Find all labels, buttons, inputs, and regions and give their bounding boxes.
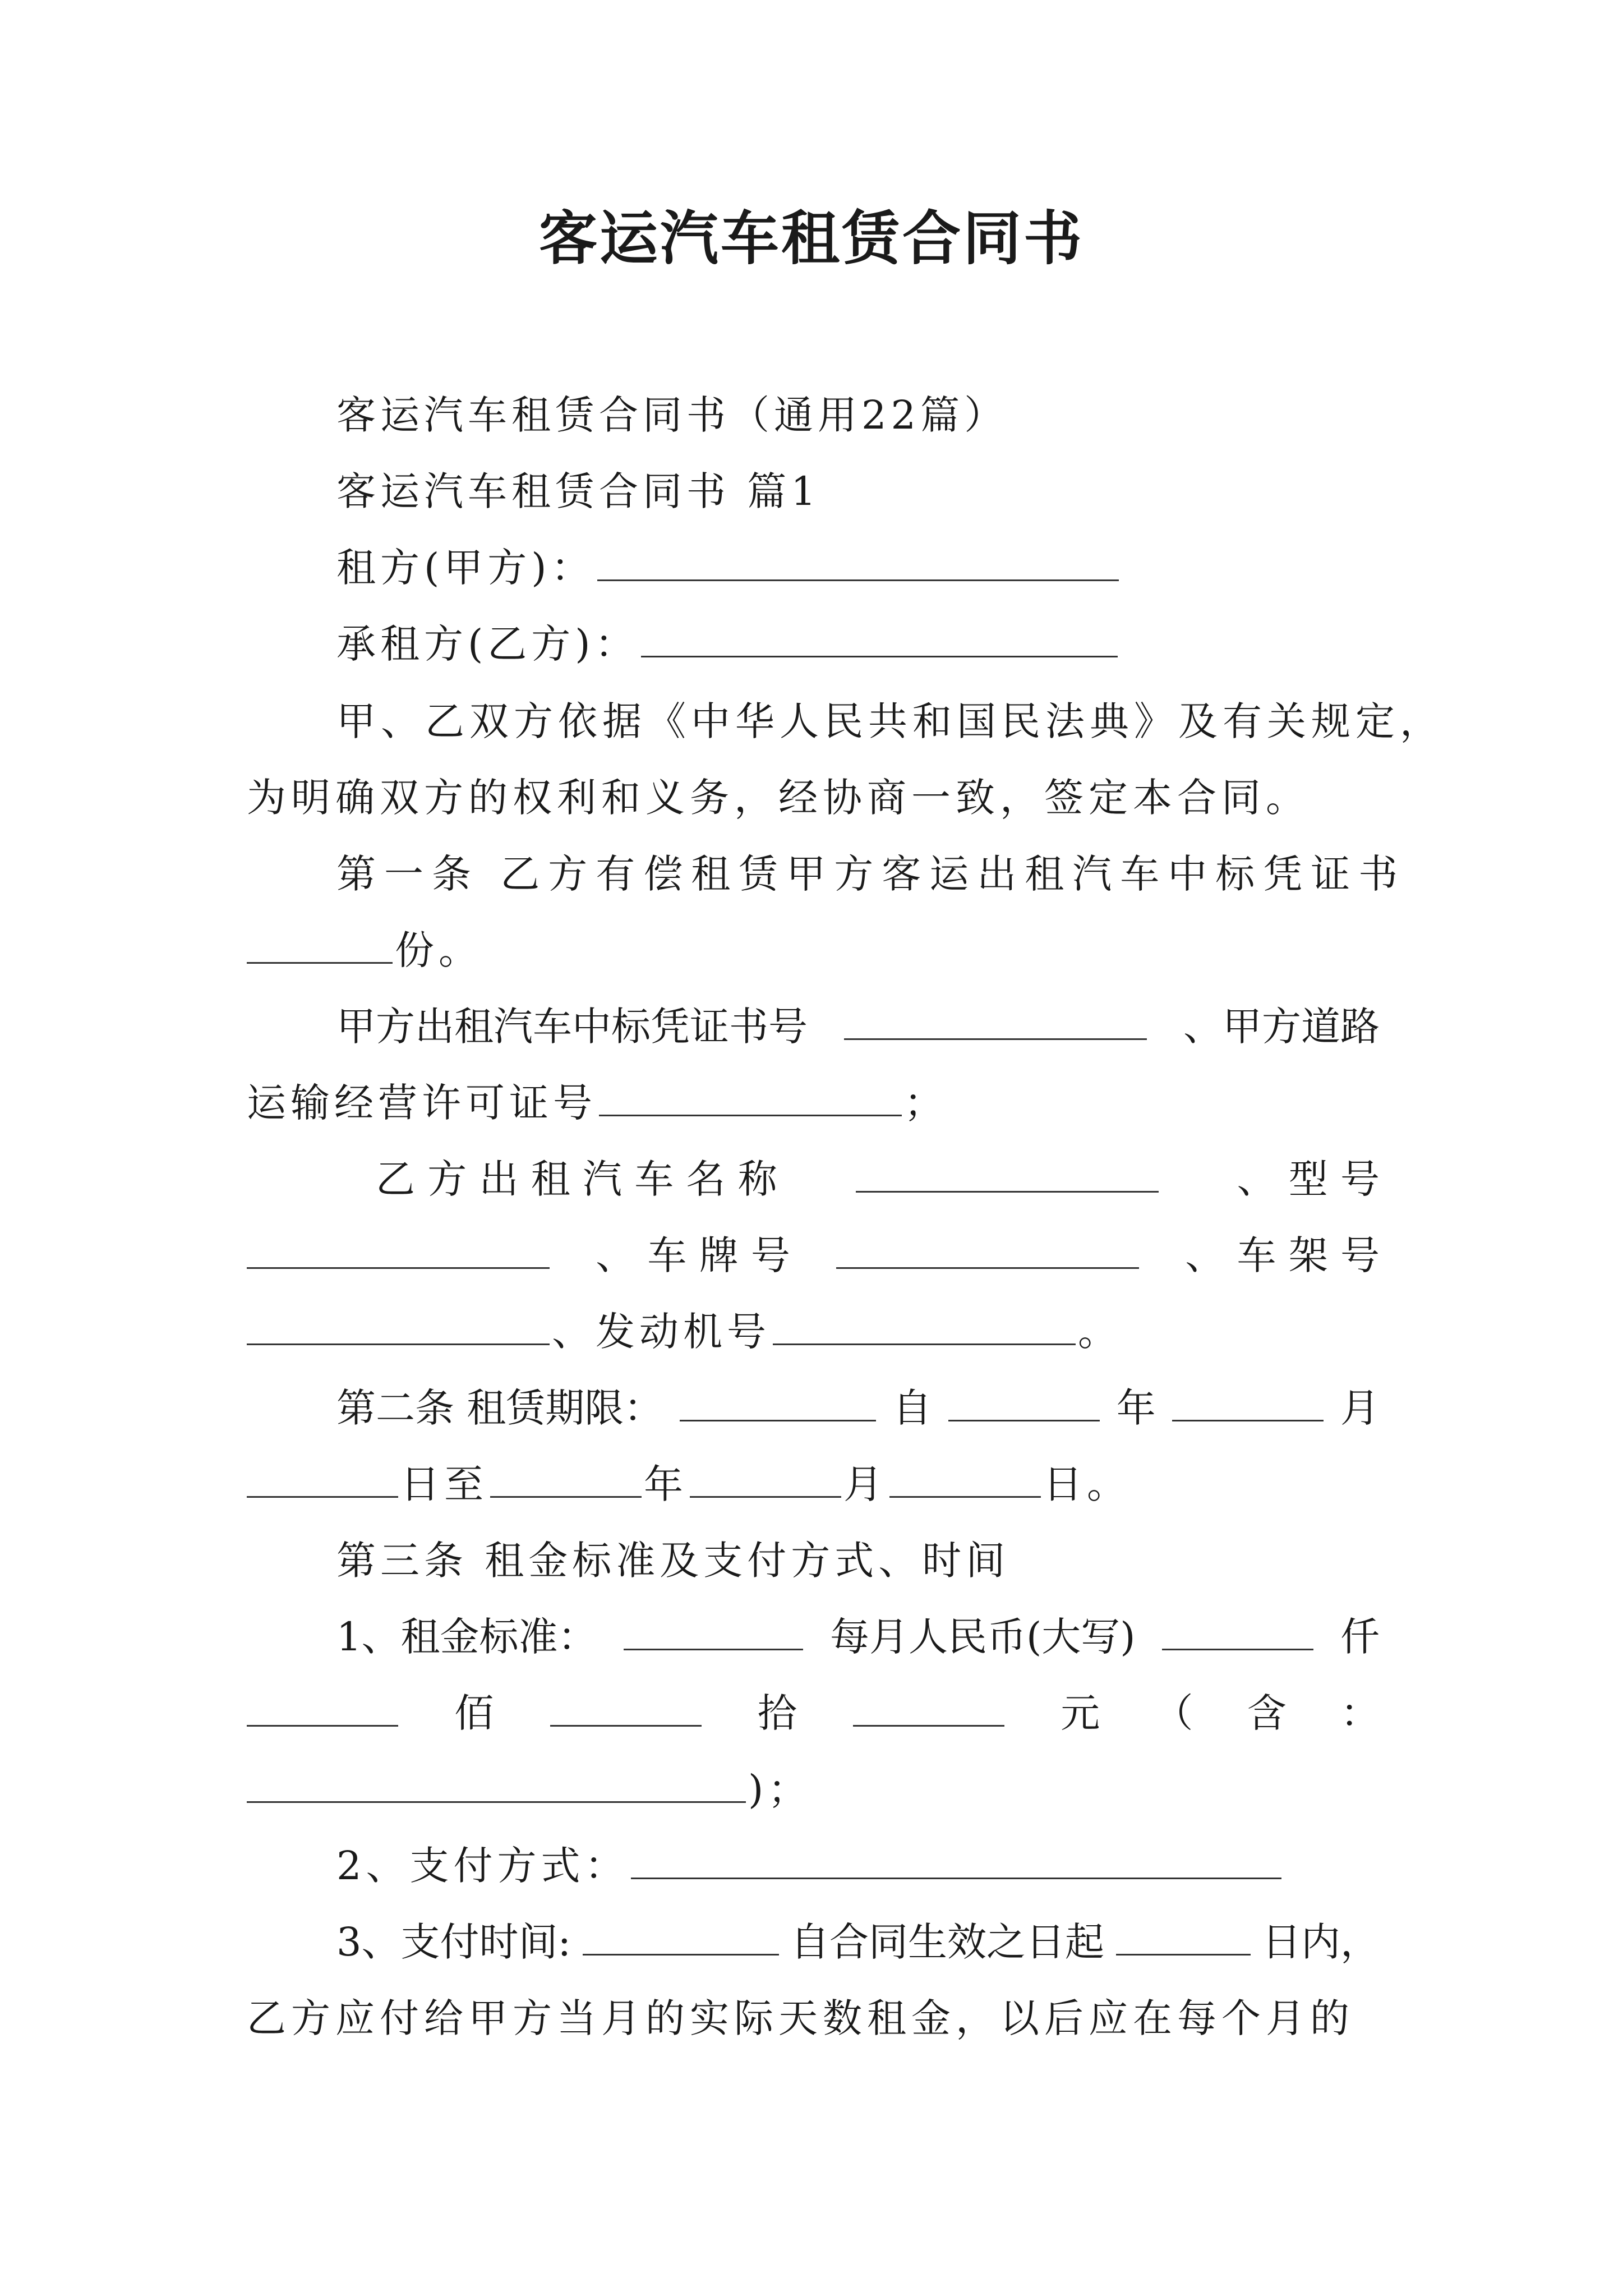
section-heading-part-1: 客运汽车租赁合同书 篇1 — [336, 468, 820, 514]
preamble-line-2: 为明确双方的权利和义务，经协商一致，签定本合同。 — [247, 775, 1310, 821]
rent-standard-label: 1、租金标准： — [336, 1614, 597, 1660]
certificate-number-label: 甲方出租汽车中标凭证书号 — [336, 1004, 808, 1050]
start-month-blank[interactable] — [1172, 1381, 1324, 1421]
yuan-label: 元 — [1061, 1690, 1100, 1736]
payment-time-line — [336, 1914, 1380, 1970]
frame-number-blank[interactable] — [247, 1304, 550, 1345]
plate-number-blank[interactable] — [836, 1228, 1139, 1269]
including-label: 含 — [1247, 1690, 1287, 1736]
including-blank[interactable] — [247, 1762, 746, 1803]
engine-number-blank[interactable] — [773, 1304, 1076, 1345]
frame-number-label: 、 车 架 号 — [1185, 1232, 1380, 1278]
engine-number-end: 。 — [1078, 1309, 1122, 1355]
monthly-rmb-label: 每月人民币(大写) — [829, 1614, 1136, 1660]
article-3-heading: 第三条 租金标准及支付方式、时间 — [336, 1538, 1010, 1584]
copies-blank[interactable] — [247, 923, 393, 964]
rent-standard-line — [336, 1609, 1380, 1665]
license-number-blank[interactable] — [599, 1075, 902, 1116]
hundreds-label: 佰 — [454, 1690, 494, 1736]
lessor-line — [336, 540, 1121, 596]
within-days-label: 日内， — [1262, 1919, 1380, 1965]
article-2-label: 第二条 租赁期限： — [336, 1385, 663, 1431]
effective-date-label: 自合同生效之日起 — [790, 1919, 1105, 1965]
vehicle-model-label: 、 型 号 — [1237, 1156, 1380, 1202]
lessee-line — [336, 616, 1120, 672]
year-label-2: 年 — [644, 1461, 688, 1507]
license-number-end: ； — [904, 1080, 948, 1126]
end-month-blank[interactable] — [690, 1457, 841, 1498]
hundreds-amount-blank[interactable] — [247, 1686, 398, 1727]
days-blank[interactable] — [1116, 1915, 1251, 1955]
start-year-blank[interactable] — [948, 1381, 1100, 1421]
payment-method-line — [336, 1838, 1284, 1894]
copies-suffix: 份。 — [395, 927, 482, 973]
start-day-blank[interactable] — [247, 1457, 398, 1498]
vehicle-name-blank[interactable] — [856, 1152, 1159, 1193]
yuan-amount-blank[interactable] — [853, 1686, 1004, 1727]
rent-standard-blank[interactable] — [624, 1609, 803, 1650]
tens-label: 拾 — [757, 1690, 797, 1736]
month-label-2: 月 — [843, 1461, 887, 1507]
payment-method-blank[interactable] — [631, 1838, 1281, 1879]
vehicle-name-line — [376, 1151, 1380, 1207]
engine-number-label: 、发动机号 — [552, 1309, 771, 1355]
vehicle-name-label: 乙 方 出 租 汽 车 名 称 — [376, 1156, 777, 1202]
article-1-line-1: 第一条 乙方有偿租赁甲方客运出租汽车中标凭证书 — [336, 851, 1407, 897]
certificate-number-blank[interactable] — [844, 999, 1147, 1040]
rent-including-line — [247, 1761, 811, 1818]
open-paren: （ — [1154, 1690, 1193, 1736]
end-day-blank[interactable] — [889, 1457, 1041, 1498]
end-year-blank[interactable] — [490, 1457, 642, 1498]
rent-amount-line — [247, 1685, 1380, 1741]
article-2-line-2 — [247, 1456, 1131, 1512]
engine-number-line — [247, 1304, 1122, 1360]
license-number-label: 运输经营许可证号 — [247, 1080, 597, 1126]
day-to-label: 日至 — [400, 1461, 488, 1507]
thousands-label: 仟 — [1340, 1614, 1380, 1660]
year-label-1: 年 — [1116, 1385, 1156, 1431]
certificate-number-line — [336, 999, 1380, 1055]
subtitle-general: 客运汽车租赁合同书（通用22篇） — [336, 392, 1008, 438]
tens-amount-blank[interactable] — [550, 1686, 702, 1727]
day-label-end: 日。 — [1043, 1461, 1131, 1507]
document-title: 客运汽车租赁合同书 — [538, 204, 1084, 273]
month-label-1: 月 — [1340, 1385, 1380, 1431]
from-label: 自 — [892, 1385, 932, 1431]
lease-term-blank[interactable] — [680, 1381, 876, 1421]
payment-method-label: 2、支付方式： — [336, 1843, 629, 1889]
lessee-label: 承租方(乙方)： — [336, 621, 639, 667]
road-transport-label: 、甲方道路 — [1183, 1004, 1380, 1050]
article-2-line-1 — [336, 1380, 1380, 1436]
preamble-line-1: 甲、乙双方依据《中华人民共和国民法典》及有关规定， — [336, 698, 1444, 744]
plate-frame-line — [247, 1227, 1380, 1283]
lessor-blank[interactable] — [597, 540, 1119, 581]
lessor-label: 租方(甲方)： — [336, 545, 595, 591]
payment-time-blank[interactable] — [583, 1915, 779, 1955]
article-1-line-2 — [247, 922, 482, 978]
payment-time-label: 3、支付时间: — [336, 1919, 571, 1965]
payment-time-line-2: 乙方应付给甲方当月的实际天数租金，以后应在每个月的 — [247, 1995, 1354, 2041]
vehicle-model-blank[interactable] — [247, 1228, 550, 1269]
lessee-blank[interactable] — [641, 616, 1118, 657]
colon-label: ： — [1340, 1690, 1380, 1736]
plate-number-label: 、 车 牌 号 — [596, 1232, 790, 1278]
thousands-blank[interactable] — [1162, 1609, 1313, 1650]
license-number-line — [247, 1075, 948, 1131]
close-paren: )； — [748, 1766, 812, 1812]
